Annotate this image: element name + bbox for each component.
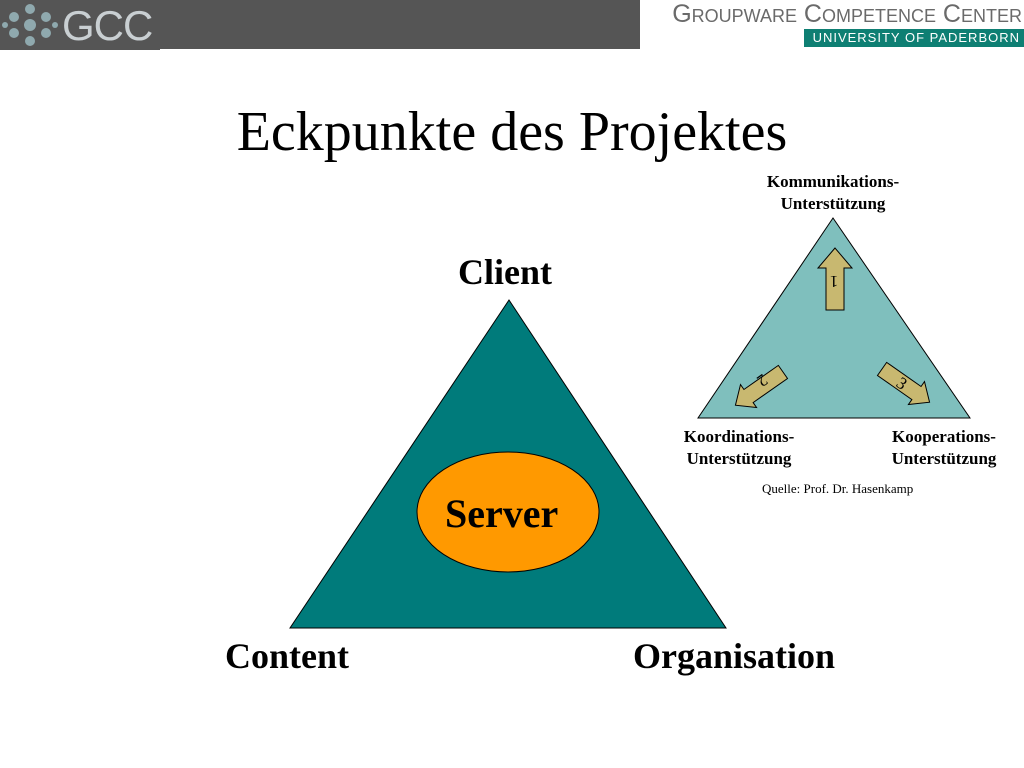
gcc-logo-text: GCC xyxy=(62,2,153,49)
source-citation: Quelle: Prof. Dr. Hasenkamp xyxy=(762,481,914,496)
coordination-support-label xyxy=(670,426,808,470)
cooperation-support-line1: Kooperations- xyxy=(892,427,996,446)
arrow-2-label: 2 xyxy=(753,370,772,391)
content-label: Content xyxy=(225,636,349,676)
university-name: UNIVERSITY OF PADERBORN xyxy=(812,30,1020,45)
communication-support-line1: Kommunikations- xyxy=(766,172,900,191)
org-name: Groupware Competence Center xyxy=(672,0,1022,28)
server-label: Server xyxy=(445,491,559,536)
slide-title: Eckpunkte des Projektes xyxy=(236,101,788,163)
communication-support-line2: Unterstützung xyxy=(780,194,886,213)
arrow-1-label: 1 xyxy=(829,272,839,291)
cooperation-support-line2: Unterstützung xyxy=(891,449,997,468)
organisation-label: Organisation xyxy=(633,636,836,676)
coordination-support-line2: Unterstützung xyxy=(686,449,792,468)
small-triangle xyxy=(698,218,970,418)
cooperation-support-label xyxy=(880,426,1008,470)
arrow-3-label: 3 xyxy=(892,373,911,394)
client-label: Client xyxy=(458,252,552,292)
communication-support-label xyxy=(752,171,914,215)
coordination-support-line1: Koordinations- xyxy=(683,427,795,446)
